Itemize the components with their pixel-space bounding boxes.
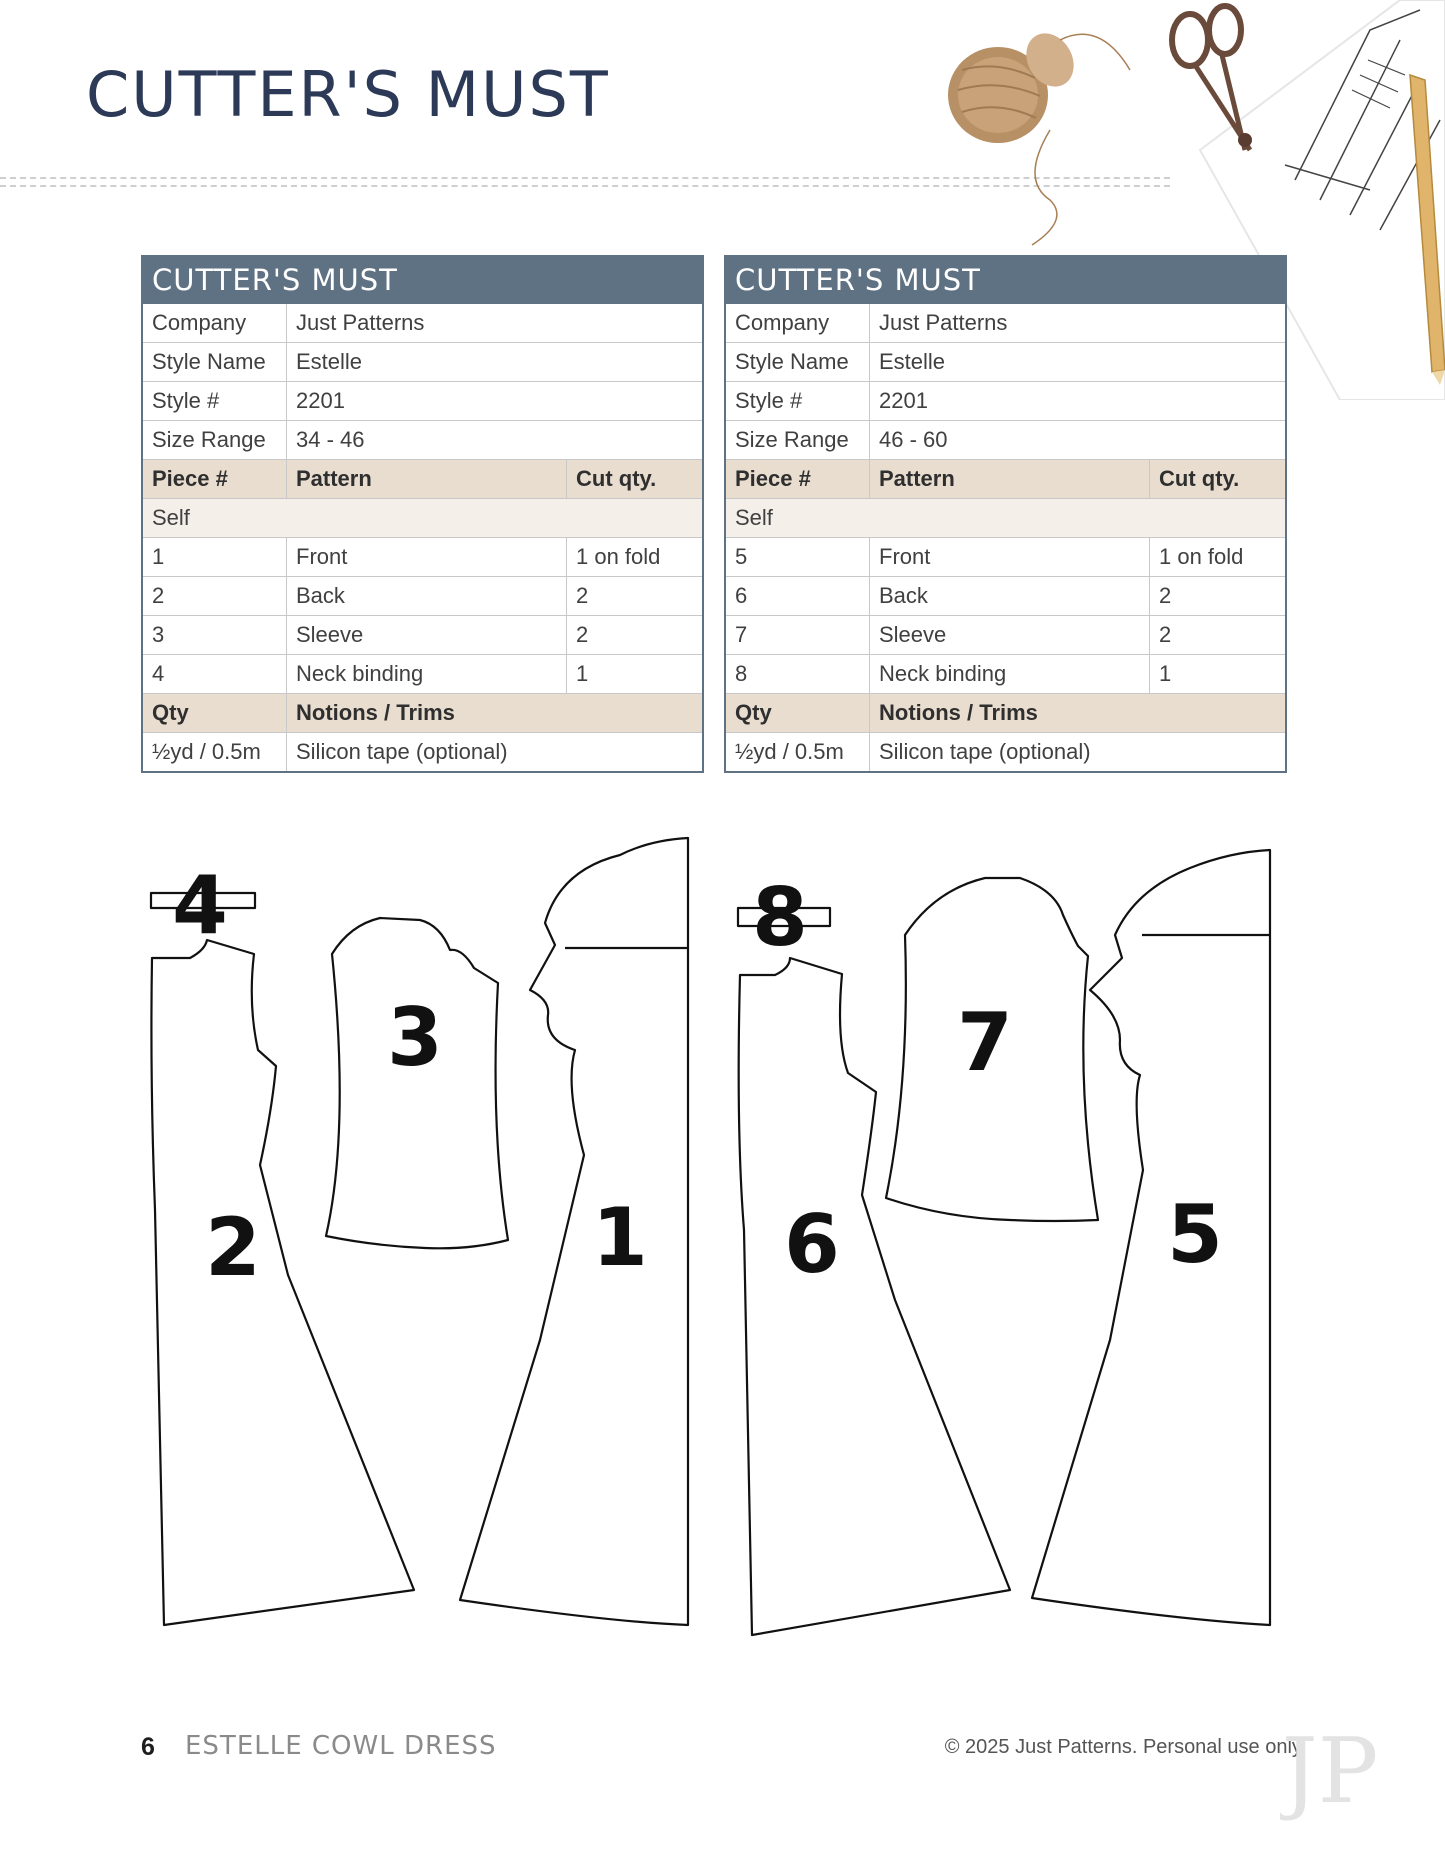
just-patterns-logo — [1280, 1712, 1380, 1822]
piece-pattern: Front — [870, 538, 1150, 577]
piece-number: 7 — [725, 616, 870, 655]
table-row — [142, 382, 703, 421]
info-label: Size Range — [725, 421, 870, 460]
column-header-pattern: Pattern — [287, 460, 567, 499]
piece-pattern: Neck binding — [287, 655, 567, 694]
info-value: Estelle — [287, 343, 704, 382]
piece-cut-qty: 2 — [1150, 577, 1287, 616]
pattern-label-2: 2 — [205, 1201, 261, 1294]
info-value: 46 - 60 — [870, 421, 1287, 460]
cutters-must-table-sizes-46-60 — [724, 255, 1287, 773]
piece-cut-qty: 1 — [567, 655, 704, 694]
copyright-notice: © 2025 Just Patterns. Personal use only. — [944, 1736, 1306, 1758]
scissors-icon — [1172, 6, 1252, 150]
notion-qty: ½yd / 0.5m — [142, 733, 287, 773]
column-header-row — [142, 694, 703, 733]
logo-text: JP — [1281, 1719, 1379, 1822]
pattern-label-5: 5 — [1167, 1188, 1223, 1281]
table-row — [725, 655, 1286, 694]
info-label: Style Name — [725, 343, 870, 382]
column-header-qty: Qty — [142, 694, 287, 733]
info-value: Estelle — [870, 343, 1287, 382]
info-label: Style Name — [142, 343, 287, 382]
piece-cut-qty: 2 — [567, 577, 704, 616]
document-title: ESTELLE COWL DRESS — [185, 1731, 497, 1761]
notion-item: Silicon tape (optional) — [870, 733, 1287, 773]
pattern-piece-2 — [151, 940, 414, 1625]
notion-item: Silicon tape (optional) — [287, 733, 704, 773]
column-header-row — [725, 460, 1286, 499]
pattern-label-7: 7 — [957, 996, 1013, 1089]
piece-cut-qty: 2 — [1150, 616, 1287, 655]
piece-number: 6 — [725, 577, 870, 616]
table-row — [142, 616, 703, 655]
table-title: CUTTER'S MUST — [142, 256, 703, 304]
column-header-piece: Piece # — [725, 460, 870, 499]
table-row — [142, 538, 703, 577]
table-row — [725, 304, 1286, 343]
section-row — [142, 499, 703, 538]
table-row — [725, 538, 1286, 577]
info-value: 34 - 46 — [287, 421, 704, 460]
pattern-label-6: 6 — [784, 1198, 840, 1291]
page-title: CUTTER'S MUST — [86, 58, 610, 131]
table-row — [142, 577, 703, 616]
column-header-piece: Piece # — [142, 460, 287, 499]
info-value: Just Patterns — [870, 304, 1287, 343]
pattern-label-8: 8 — [752, 871, 808, 964]
pattern-label-3: 3 — [387, 991, 443, 1084]
section-row — [725, 499, 1286, 538]
piece-number: 8 — [725, 655, 870, 694]
piece-number: 5 — [725, 538, 870, 577]
info-label: Company — [725, 304, 870, 343]
table-row — [142, 655, 703, 694]
column-header-row — [725, 694, 1286, 733]
piece-cut-qty: 1 on fold — [567, 538, 704, 577]
table-row — [725, 382, 1286, 421]
piece-cut-qty: 1 — [1150, 655, 1287, 694]
table-title: CUTTER'S MUST — [725, 256, 1286, 304]
info-label: Style # — [725, 382, 870, 421]
piece-number: 2 — [142, 577, 287, 616]
pattern-piece-5 — [1032, 850, 1270, 1625]
info-label: Company — [142, 304, 287, 343]
piece-number: 1 — [142, 538, 287, 577]
piece-cut-qty: 1 on fold — [1150, 538, 1287, 577]
section-label: Self — [142, 499, 703, 538]
column-header-qty: Qty — [725, 694, 870, 733]
info-value: 2201 — [870, 382, 1287, 421]
table-row — [725, 733, 1286, 773]
column-header-pattern: Pattern — [870, 460, 1150, 499]
pattern-label-1: 1 — [592, 1191, 648, 1284]
table-row — [142, 733, 703, 773]
info-value: Just Patterns — [287, 304, 704, 343]
info-value: 2201 — [287, 382, 704, 421]
piece-pattern: Neck binding — [870, 655, 1150, 694]
page-number: 6 — [141, 1733, 155, 1761]
pattern-layout-diagram — [0, 830, 1445, 1650]
pattern-label-4: 4 — [172, 859, 228, 952]
info-label: Size Range — [142, 421, 287, 460]
table-row — [725, 616, 1286, 655]
column-header-row — [142, 460, 703, 499]
piece-pattern: Back — [870, 577, 1150, 616]
piece-pattern: Front — [287, 538, 567, 577]
column-header-notions: Notions / Trims — [287, 694, 704, 733]
info-label: Style # — [142, 382, 287, 421]
cutters-must-table-sizes-34-46 — [141, 255, 704, 773]
table-row — [142, 421, 703, 460]
piece-number: 4 — [142, 655, 287, 694]
piece-pattern: Sleeve — [287, 616, 567, 655]
notion-qty: ½yd / 0.5m — [725, 733, 870, 773]
piece-pattern: Back — [287, 577, 567, 616]
pattern-piece-1 — [460, 838, 688, 1625]
thread-spool-icon — [948, 25, 1130, 245]
table-row — [725, 421, 1286, 460]
table-row — [725, 577, 1286, 616]
section-label: Self — [725, 499, 1286, 538]
piece-pattern: Sleeve — [870, 616, 1150, 655]
table-row — [142, 304, 703, 343]
table-row — [142, 343, 703, 382]
piece-number: 3 — [142, 616, 287, 655]
column-header-notions: Notions / Trims — [870, 694, 1287, 733]
column-header-cut-qty: Cut qty. — [567, 460, 704, 499]
table-row — [725, 343, 1286, 382]
column-header-cut-qty: Cut qty. — [1150, 460, 1287, 499]
piece-cut-qty: 2 — [567, 616, 704, 655]
